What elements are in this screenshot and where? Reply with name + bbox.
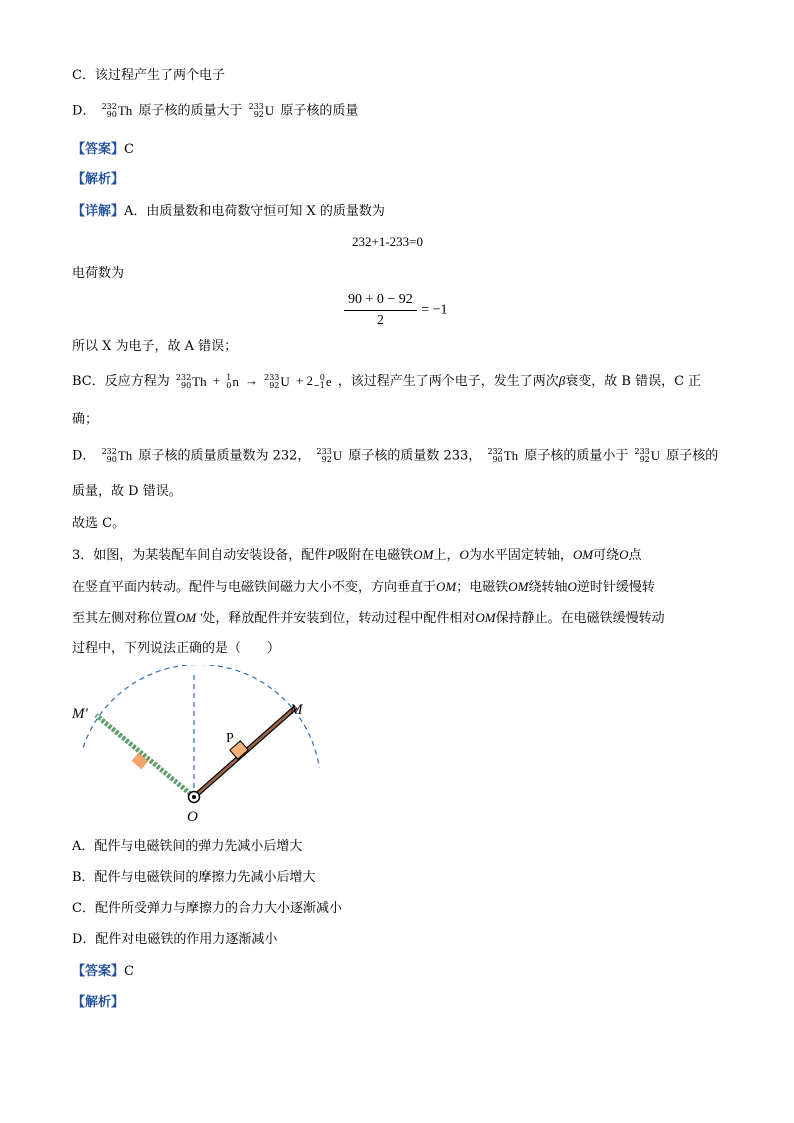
a-conclusion: 所以 X 为电子，故 A 错误； (72, 339, 238, 354)
equation-mass: 232+1-233=0 (352, 234, 423, 249)
option-b: B．配件与电磁铁间的摩擦力先减小后增大 (72, 870, 316, 885)
d-detail-line: D． 232 90 Th 原子核的质量质量数为 232， 233 92 U 原子核的质量数 233， 232 90 Th 原子核的质量小于 233 92 U 原子核的 (72, 447, 719, 464)
equation-charge: $\frac{90 + 0 - 92}{2}$ = −1 (344, 292, 448, 329)
analysis-heading: 【解析】 (72, 172, 125, 187)
final-choice: 故选 C。 (72, 516, 126, 531)
analysis-heading-2: 【解析】 (72, 995, 125, 1010)
q3-line1: 3．如图，为某装配车间自动安装设备，配件P吸附在电磁铁OM上，O为水平固定转轴，OM可绕O点 (72, 547, 642, 563)
q3-line3: 至其左侧对称位置OM ′处，释放配件并安装到位，转动过程中配件相对OM保持静止。在电磁铁缓慢转动 (72, 610, 665, 626)
q3-line4: 过程中，下列说法正确的是（ ） (72, 641, 281, 656)
d-continue: 质量，故 D 错误。 (72, 484, 182, 499)
label-m: M (290, 702, 303, 718)
label-mprime: M′ (72, 706, 88, 722)
option-d: D．配件对电磁铁的作用力逐渐减小 (72, 932, 278, 947)
bc-equation-line: BC．反应方程为 232 90 Th + 1 0 n → 233 92 U + 2 0 −1 e ，该过程产生了两个电子，发生了两次β衰变，故 B 错误，C 正 (72, 372, 702, 390)
detail-a: 【详解】A．由质量数和电荷数守恒可知 X 的质量数为 (72, 204, 385, 219)
label-o: O (187, 809, 198, 825)
nuclide-th: 232 90 Th (101, 102, 133, 119)
nuclide-u: 233 92 U (248, 102, 275, 119)
prev-option-c: C．该过程产生了两个电子 (72, 68, 225, 83)
q3-line2: 在竖直平面内转动。配件与电磁铁间磁力大小不变，方向垂直于OM；电磁铁OM绕转轴O逆时针缓慢转 (72, 579, 655, 595)
answer-line: 【答案】C (72, 142, 134, 157)
charge-label: 电荷数为 (72, 266, 125, 281)
option-c: C．配件所受弹力与摩擦力的合力大小逐渐减小 (72, 901, 342, 916)
prev-option-d: D． 232 90 Th 原子核的质量大于 233 92 U 原子核的质量 (72, 102, 359, 119)
label-p: P (226, 731, 234, 746)
option-a: A．配件与电磁铁间的弹力先减小后增大 (72, 839, 303, 854)
answer-line-2: 【答案】C (72, 964, 134, 979)
rod-om-prime (96, 715, 194, 797)
figure-electromagnet (60, 665, 340, 840)
bc-continue: 确； (72, 412, 99, 427)
